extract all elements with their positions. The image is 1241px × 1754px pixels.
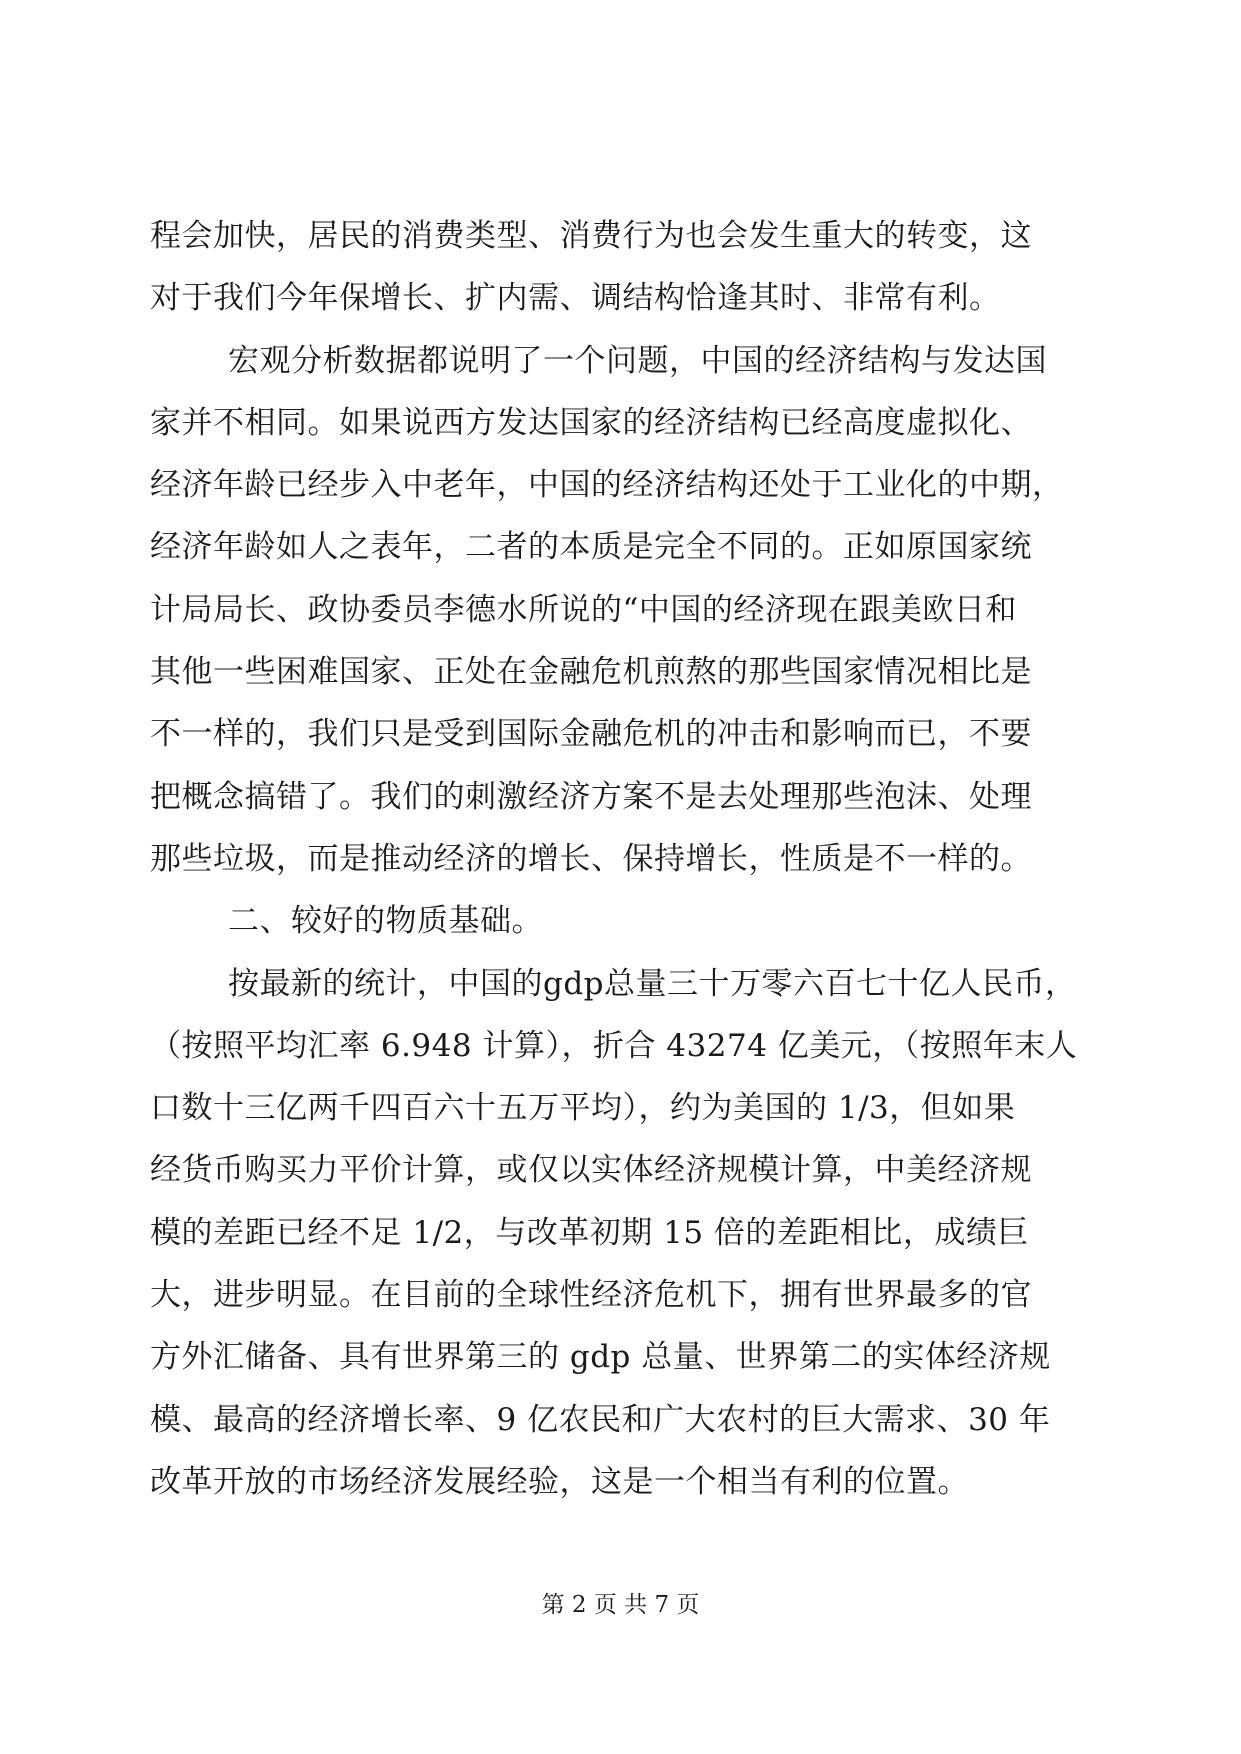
text-line: 经济年龄如人之表年，二者的本质是完全不同的。正如原国家统 bbox=[150, 529, 1032, 566]
text-line: （按照平均汇率 6.948 计算），折合 43274 亿美元，（按照年末人 bbox=[150, 1027, 1078, 1064]
text-line: 模、最高的经济增长率、9 亿农民和广大农村的巨大需求、30 年 bbox=[150, 1401, 1051, 1438]
page-number-footer: 第 2 页 共 7 页 bbox=[541, 1592, 700, 1618]
text-line: 那些垃圾，而是推动经济的增长、保持增长，性质是不一样的。 bbox=[150, 840, 1032, 877]
text-line: 计局局长、政协委员李德水所说的“中国的经济现在跟美欧日和 bbox=[150, 591, 1017, 628]
text-line: 按最新的统计，中国的gdp总量三十万零六百七十亿人民币， bbox=[228, 965, 1077, 1002]
text-line: 程会加快，居民的消费类型、消费行为也会发生重大的转变，这 bbox=[150, 218, 1032, 254]
text-line: 宏观分析数据都说明了一个问题，中国的经济结构与发达国 bbox=[228, 342, 1047, 379]
text-line: 不一样的，我们只是受到国际金融危机的冲击和影响而已，不要 bbox=[150, 716, 1032, 753]
section-heading: 二、较好的物质基础。 bbox=[228, 903, 543, 940]
text-line: 模的差距已经不足 1/2，与改革初期 15 倍的差距相比，成绩巨 bbox=[150, 1214, 1029, 1251]
text-line: 对于我们今年保增长、扩内需、调结构恰逢其时、非常有利。 bbox=[150, 280, 1001, 317]
text-line: 改革开放的市场经济发展经验，这是一个相当有利的位置。 bbox=[150, 1463, 969, 1500]
text-line: 方外汇储备、具有世界第三的 gdp 总量、世界第二的实体经济规 bbox=[150, 1339, 1051, 1376]
body-text bbox=[150, 205, 1090, 1513]
text-line: 口数十三亿两千四百六十五万平均），约为美国的 1/3，但如果 bbox=[150, 1090, 1016, 1127]
text-line: 家并不相同。如果说西方发达国家的经济结构已经高度虚拟化、 bbox=[150, 404, 1032, 441]
text-line: 其他一些困难国家、正处在金融危机煎熬的那些国家情况相比是 bbox=[150, 654, 1032, 691]
text-line: 经货币购买力平价计算，或仅以实体经济规模计算，中美经济规 bbox=[150, 1152, 1032, 1189]
text-line: 把概念搞错了。我们的刺激经济方案不是去处理那些泡沫、处理 bbox=[150, 778, 1032, 815]
text-line: 大，进步明显。在目前的全球性经济危机下，拥有世界最多的官 bbox=[150, 1277, 1032, 1314]
text-line: 经济年龄已经步入中老年，中国的经济结构还处于工业化的中期， bbox=[150, 467, 1064, 504]
